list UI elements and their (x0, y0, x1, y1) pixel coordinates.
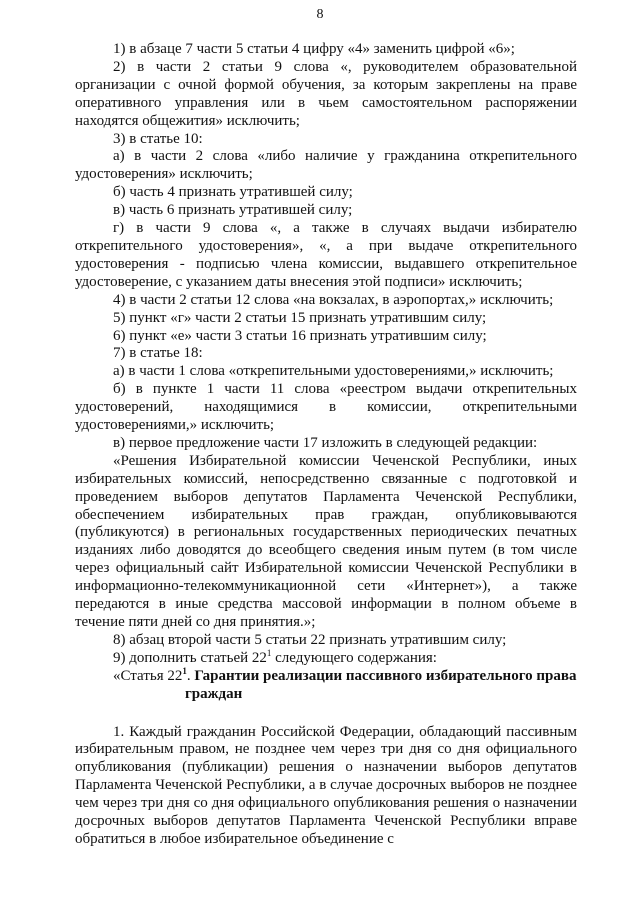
item-3v-paragraph: в) часть 6 признать утратившей силу; (113, 202, 353, 219)
item-7b-paragraph: б) в пункте 1 части 11 слова «реестром выдачи открепительных удостоверений, находящимися в комиссии, открепительными удостоверениями,» исключить; (75, 381, 577, 434)
item-7-paragraph: 7) в статье 18: (113, 345, 203, 362)
item-3a-paragraph: а) в части 2 слова «либо наличие у гражданина открепительного удостоверения» исключить; (75, 148, 577, 183)
article-dot: . (186, 667, 191, 684)
section-spacer (75, 704, 577, 724)
article-paragraph-1: 1. Каждый гражданин Российской Федерации, обладающий пассивным избирательным правом, не позднее чем через три дня со дня официального опубликования (публикации) решения о назначении выборов депутатов Парламента Чеченской Республики, а в случае досрочных выборов не позднее чем через три дня со дня официального опубликования решения о назначении досрочных выборов депутатов Парламента Чеченской Республики вправе обратиться в любое избирательное объединение с (75, 723, 577, 847)
item-9-text-before: 9) дополнить статьей 22 (113, 649, 267, 666)
item-3g-paragraph: г) в части 9 слова «, а также в случаях выдачи избирателю открепительного удостоверения», «, а при выдаче открепительного удостоверения - подписью члена комиссии, выдавшего открепительное удостоверение, с указанием даты внесения этой подписи» исключить; (75, 220, 577, 290)
item-4-paragraph: 4) в части 2 статьи 12 слова «на вокзалах, в аэропортах,» исключить; (113, 291, 554, 308)
article-title-line-2: граждан (185, 685, 243, 702)
item-6-paragraph: 6) пункт «е» части 3 статьи 16 признать утратившим силу; (113, 327, 487, 344)
item-1-paragraph: 1) в абзаце 7 части 5 статьи 4 цифру «4» заменить цифрой «6»; (113, 41, 515, 57)
item-3b-paragraph: б) часть 4 признать утратившей силу; (113, 184, 353, 201)
article-number: «Статья 22 (113, 667, 183, 684)
item-5-paragraph: 5) пункт «г» части 2 статьи 15 признать утратившим силу; (113, 309, 487, 326)
article-superscript: 1 (182, 665, 187, 676)
page-number: 8 (316, 7, 324, 22)
item-3-paragraph: 3) в статье 10: (113, 130, 203, 147)
item-9-superscript: 1 (266, 647, 272, 658)
item-7v-paragraph: в) первое предложение части 17 изложить в следующей редакции: (113, 434, 538, 451)
article-heading (75, 665, 577, 704)
item-9-text-after: следующего содержания: (271, 649, 437, 666)
document-body (75, 41, 577, 849)
item-8-paragraph: 8) абзац второй части 5 статьи 22 признать утратившим силу; (113, 631, 507, 648)
item-9-paragraph (75, 647, 577, 668)
quoted-decision-paragraph: «Решения Избирательной комиссии Чеченской Республики, иных избирательных комиссий, непосредственно связанные с подготовкой и проведением выборов депутатов Парламента Чеченской Республики, обеспечением избирательных прав граждан, опубликовываются (публикуются) в региональных государственных периодических печатных изданиях либо доводятся до всеобщего сведения иным путем (в том числе через официальный сайт Избирательной комиссии Чеченской Республики в информационно-телекоммуникационной сети «Интернет»), а также передаются в иные средства массовой информации в полном объеме в течение пяти дней со дня принятия.»; (75, 452, 577, 630)
item-2-paragraph: 2) в части 2 статьи 9 слова «, руководителем образовательной организации с очной формой обучения, за которым закреплены на праве оперативного управления или в чьем самостоятельном распоряжении находятся общежития» исключить; (75, 58, 577, 129)
article-title-line-1: Гарантии реализации пассивного избирательного права (190, 667, 577, 684)
item-7a-paragraph: а) в части 1 слова «открепительными удостоверениями,» исключить; (113, 363, 554, 380)
